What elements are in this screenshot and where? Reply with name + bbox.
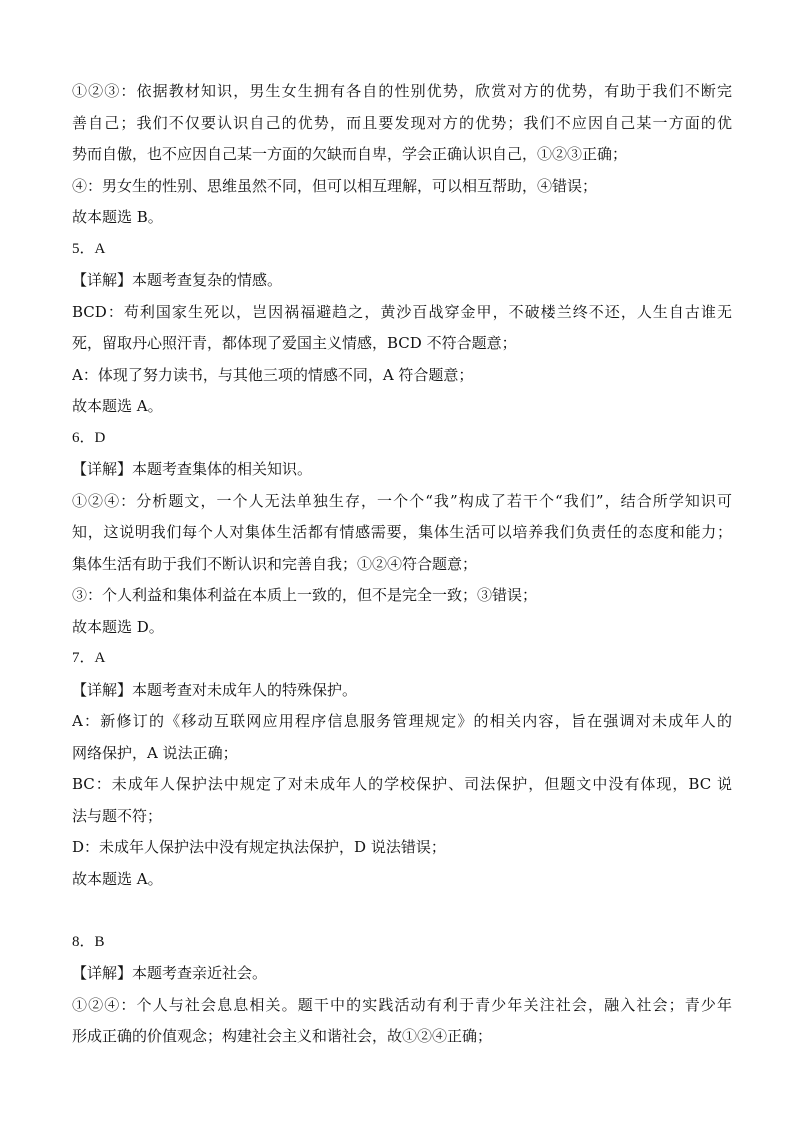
answer-conclusion: 故本题选 A。 <box>72 870 163 888</box>
question-answer-8: 8．B <box>72 934 105 950</box>
text-line: 集体生活有助于我们不断认识和完善自我；①②④符合题意； <box>72 555 478 573</box>
text-line: 网络保护，A 说法正确； <box>72 744 238 762</box>
explanation-heading: 【详解】本题考查复杂的情感。 <box>72 271 283 289</box>
text-line: 知，这说明我们每个人对集体生活都有情感需要，集体生活可以培养我们负责任的态度和能力； <box>72 523 732 541</box>
text-line: BCD：苟利国家生死以，岂因祸福避趋之，黄沙百战穿金甲，不破楼兰终不还，人生自古谁无 <box>72 303 732 321</box>
text-line: D：未成年人保护法中没有规定执法保护，D 说法错误； <box>72 838 446 856</box>
text-line: ①②③：依据教材知识，男生女生拥有各自的性别优势，欣赏对方的优势，有助于我们不断完 <box>72 82 732 100</box>
text-line: 法与题不符； <box>72 807 163 825</box>
text-line: A：新修订的《移动互联网应用程序信息服务管理规定》的相关内容，旨在强调对未成年人的 <box>72 712 732 730</box>
question-answer-6: 6．D <box>72 430 106 446</box>
text-line: ③：个人利益和集体利益在本质上一致的，但不是完全一致；③错误； <box>72 586 538 604</box>
text-line: ④：男女生的性别、思维虽然不同，但可以相互理解，可以相互帮助，④错误； <box>72 177 598 195</box>
text-line: A：体现了努力读书，与其他三项的情感不同，A 符合题意； <box>72 366 474 384</box>
question-answer-7: 7．A <box>72 650 106 666</box>
explanation-heading: 【详解】本题考查亲近社会。 <box>72 964 268 982</box>
text-line: 势而自傲，也不应因自己某一方面的欠缺而自卑，学会正确认识自己，①②③正确； <box>72 145 628 163</box>
explanation-heading: 【详解】本题考查集体的相关知识。 <box>72 460 313 478</box>
answer-conclusion: 故本题选 A。 <box>72 397 163 415</box>
answer-conclusion: 故本题选 B。 <box>72 208 163 226</box>
answer-conclusion: 故本题选 D。 <box>72 618 164 636</box>
explanation-heading: 【详解】本题考查对未成年人的特殊保护。 <box>72 681 358 699</box>
text-line: BC：未成年人保护法中规定了对未成年人的学校保护、司法保护，但题文中没有体现，BC 说 <box>72 775 732 793</box>
text-line: ①②④：分析题文，一个人无法单独生存，一个个“我”构成了若干个“我们”，结合所学知识可 <box>72 492 732 510</box>
text-line: 形成正确的价值观念；构建社会主义和谐社会，故①②④正确； <box>72 1027 493 1045</box>
text-line: ①②④：个人与社会息息相关。题干中的实践活动有利于青少年关注社会，融入社会；青少年 <box>72 996 732 1014</box>
text-line: 死，留取丹心照汗青，都体现了爱国主义情感，BCD 不符合题意； <box>72 334 517 352</box>
text-line: 善自己；我们不仅要认识自己的优势，而且要发现对方的优势；我们不应因自己某一方面的优 <box>72 114 732 132</box>
question-answer-5: 5．A <box>72 241 106 257</box>
